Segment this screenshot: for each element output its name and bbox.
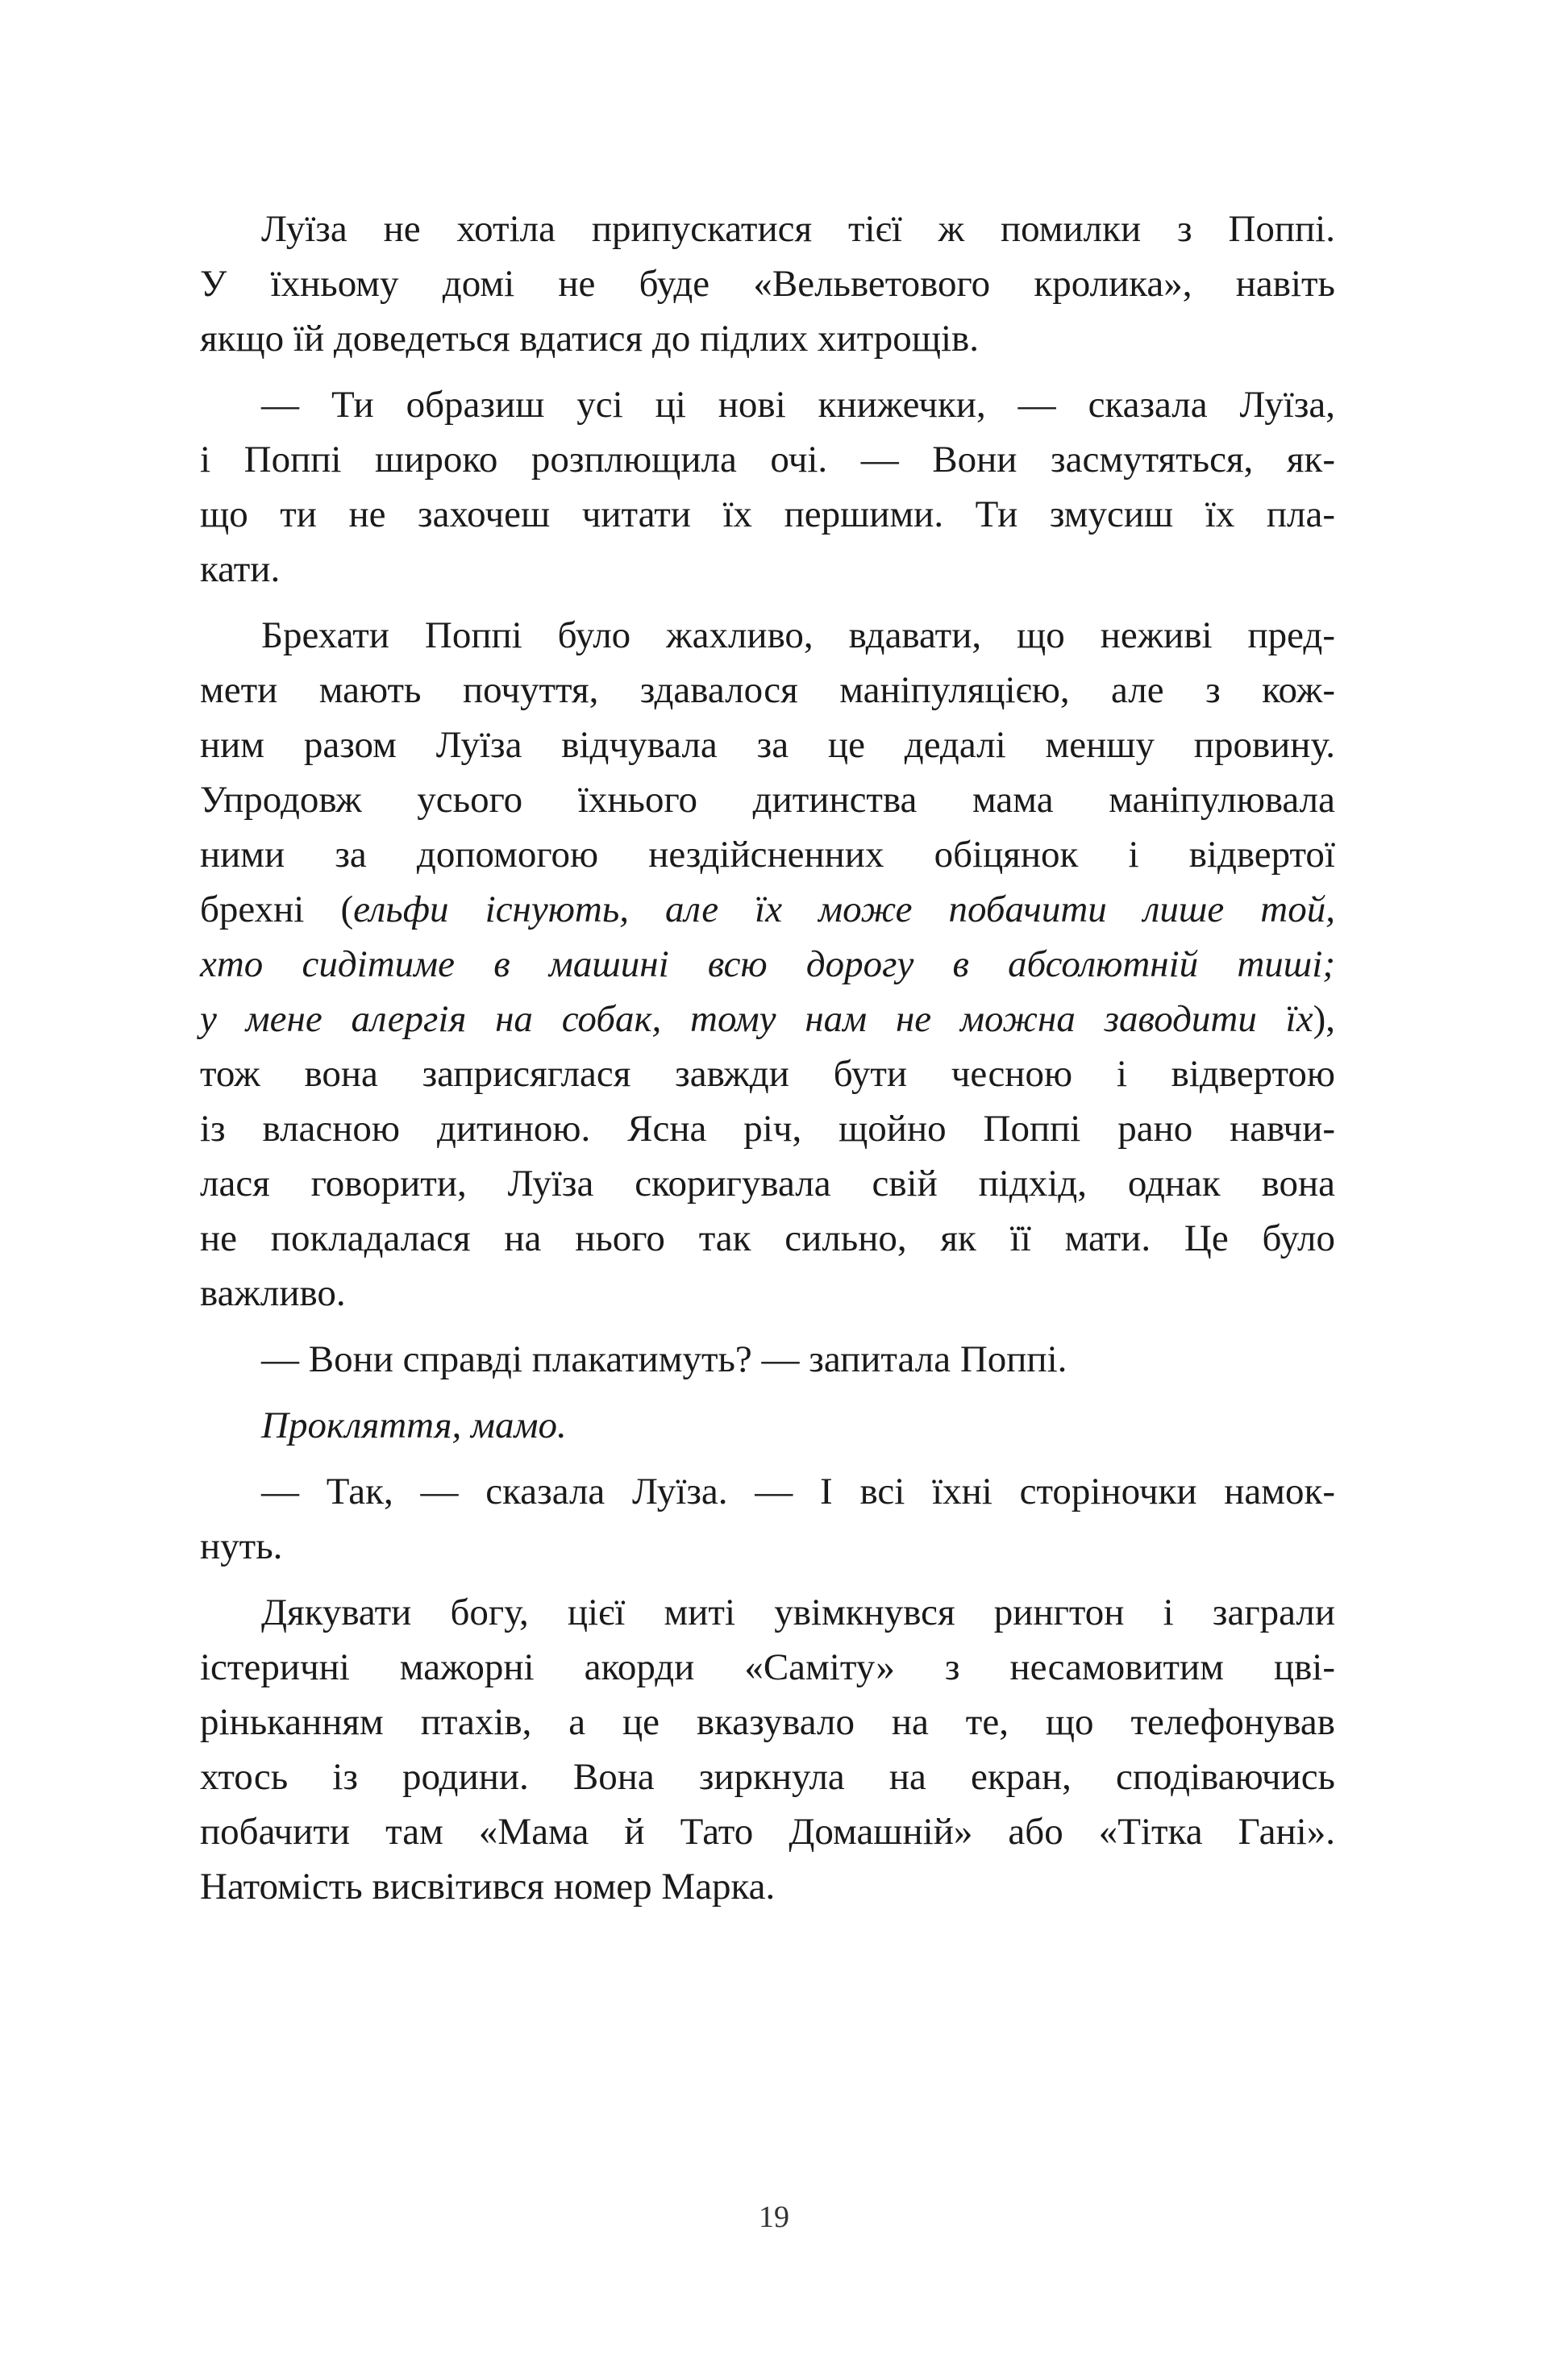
paragraph bbox=[200, 1464, 1335, 1574]
paragraph bbox=[200, 377, 1335, 597]
text-line bbox=[200, 1211, 1335, 1266]
text-line bbox=[200, 882, 1335, 937]
text-segment: якщо їй доведеться вдатися до підлих хитрощів. bbox=[200, 318, 980, 360]
text-line bbox=[200, 487, 1335, 542]
text-segment: Луїза не хотіла припускатися тієї ж помилки з Поппі. bbox=[261, 208, 1335, 250]
text-line bbox=[200, 1464, 1335, 1519]
text-segment: ним разом Луїза відчувала за це дедалі меншу провину. bbox=[200, 724, 1335, 766]
text-line bbox=[200, 542, 1335, 597]
text-line bbox=[200, 1046, 1335, 1101]
text-line bbox=[200, 1695, 1335, 1750]
text-line bbox=[200, 937, 1335, 992]
text-line bbox=[200, 1859, 1335, 1914]
text-segment: із власною дитиною. Ясна річ, щойно Поппі рано навчи- bbox=[200, 1108, 1335, 1150]
text-segment: і Поппі широко розплющила очі. — Вони засмутяться, як- bbox=[200, 439, 1335, 481]
text-line bbox=[200, 663, 1335, 718]
text-line bbox=[200, 1640, 1335, 1695]
italic-text: хто сидітиме в машині всю дорогу в абсолютній тиші; bbox=[200, 943, 1335, 985]
text-segment: істеричні мажорні акорди «Саміту» з несамовитим цві- bbox=[200, 1646, 1335, 1688]
text-line bbox=[200, 377, 1335, 432]
text-segment: Упродовж усього їхнього дитинства мама маніпулювала bbox=[200, 779, 1335, 821]
text-line bbox=[200, 1585, 1335, 1640]
text-segment: лася говорити, Луїза скоригувала свій підхід, однак вона bbox=[200, 1163, 1335, 1205]
text-segment: ), bbox=[1313, 998, 1335, 1040]
text-line bbox=[200, 1332, 1335, 1387]
text-segment: тож вона заприсяглася завжди бути чесною і відвертою bbox=[200, 1053, 1335, 1095]
paragraph bbox=[200, 1585, 1335, 1914]
italic-text: ельфи існують, але їх може побачити лише той, bbox=[353, 888, 1335, 930]
page-number: 19 bbox=[759, 2200, 789, 2234]
text-segment: брехні ( bbox=[200, 888, 354, 930]
page-body bbox=[200, 202, 1335, 1914]
text-segment: Дякувати богу, цієї миті увімкнувся рингтон і заграли bbox=[261, 1592, 1335, 1633]
text-segment: ріньканням птахів, а це вказувало на те, що телефонував bbox=[200, 1701, 1335, 1743]
text-segment: У їхньому домі не буде «Вельветового кролика», навіть bbox=[200, 263, 1335, 305]
text-segment: хтось із родини. Вона зиркнула на екран, сподіваючись bbox=[200, 1756, 1335, 1798]
text-segment: що ти не захочеш читати їх першими. Ти змусиш їх пла- bbox=[200, 493, 1335, 535]
text-segment: — Ти образиш усі ці нові книжечки, — сказала Луїза, bbox=[261, 384, 1335, 426]
text-line bbox=[200, 1101, 1335, 1156]
text-segment: Брехати Поппі було жахливо, вдавати, що неживі пред- bbox=[261, 614, 1335, 656]
text-line bbox=[200, 718, 1335, 772]
paragraph bbox=[200, 202, 1335, 366]
text-segment: кати. bbox=[200, 548, 281, 590]
text-line bbox=[200, 1750, 1335, 1804]
paragraph bbox=[200, 608, 1335, 1321]
paragraph bbox=[200, 1398, 1335, 1453]
text-line bbox=[200, 992, 1335, 1046]
text-segment: нуть. bbox=[200, 1525, 283, 1567]
text-segment: — Так, — сказала Луїза. — І всі їхні сторіночки намок- bbox=[261, 1471, 1335, 1512]
text-segment: Натомість висвітився номер Марка. bbox=[200, 1866, 776, 1908]
text-line bbox=[200, 608, 1335, 663]
text-line bbox=[200, 256, 1335, 311]
text-line bbox=[200, 311, 1335, 366]
text-line bbox=[200, 1519, 1335, 1574]
italic-text: у мене алергія на собак, тому нам не можна заводити їх bbox=[200, 998, 1313, 1040]
text-line bbox=[200, 432, 1335, 487]
text-line bbox=[200, 1156, 1335, 1211]
text-line bbox=[200, 1398, 1335, 1453]
text-segment: важливо. bbox=[200, 1272, 346, 1314]
text-segment: — Вони справді плакатимуть? — запитала Поппі. bbox=[261, 1338, 1067, 1380]
italic-text: Прокляття, мамо. bbox=[261, 1404, 567, 1446]
text-line bbox=[200, 202, 1335, 256]
text-segment: ними за допомогою нездійсненних обіцянок і відвертої bbox=[200, 834, 1335, 876]
text-line bbox=[200, 772, 1335, 827]
text-segment: побачити там «Мама й Тато Домашній» або «Тітка Гані». bbox=[200, 1811, 1335, 1853]
text-line bbox=[200, 1266, 1335, 1321]
text-line bbox=[200, 827, 1335, 882]
text-segment: мети мають почуття, здавалося маніпуляцією, але з кож- bbox=[200, 669, 1335, 711]
paragraph bbox=[200, 1332, 1335, 1387]
text-line bbox=[200, 1804, 1335, 1859]
text-segment: не покладалася на нього так сильно, як її мати. Це було bbox=[200, 1217, 1335, 1259]
